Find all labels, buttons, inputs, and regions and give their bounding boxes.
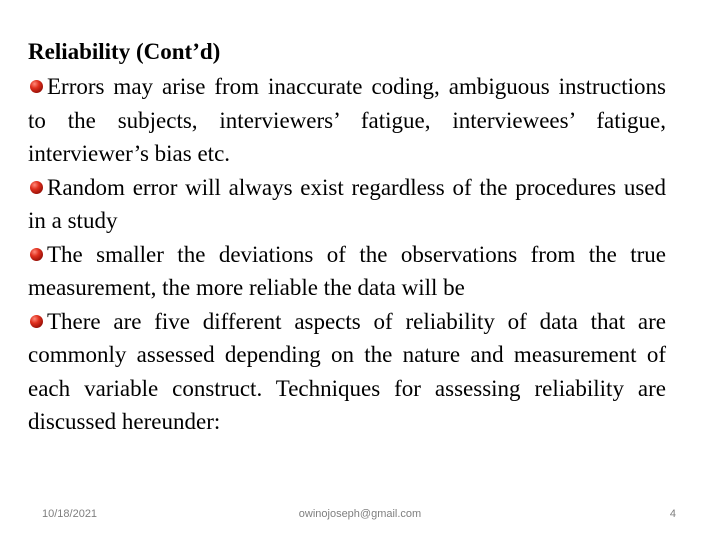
red-sphere-bullet-icon [30,315,43,328]
bullet-item [28,305,666,439]
slide-title: Reliability (Cont’d) [28,39,221,64]
bullet-item [28,238,666,305]
bullet-text: There are five different aspects of reliability of data that are commonly assessed depending on the nature and measurement of each variable construct. Techniques for assessing reliability are discussed hereunder: [28,308,666,434]
red-sphere-bullet-icon [30,181,43,194]
bullet-text: The smaller the deviations of the observations from the true measurement, the more reliable the data will be [28,241,666,300]
footer-date: 10/18/2021 [42,508,98,520]
bullet-text: Random error will always exist regardless of the procedures used in a study [28,174,666,233]
footer-email: owinojoseph@gmail.com [298,508,422,520]
bullet-item [28,171,666,238]
bullet-list [28,70,666,439]
red-sphere-bullet-icon [30,248,43,261]
red-sphere-bullet-icon [30,80,43,93]
bullet-text: Errors may arise from inaccurate coding, ambiguous instructions to the subjects, interviewers’ fatigue, interviewees’ fatigue, interviewer’s bias etc. [28,74,666,166]
footer-page-number: 4 [669,508,676,520]
bullet-item [28,70,666,171]
